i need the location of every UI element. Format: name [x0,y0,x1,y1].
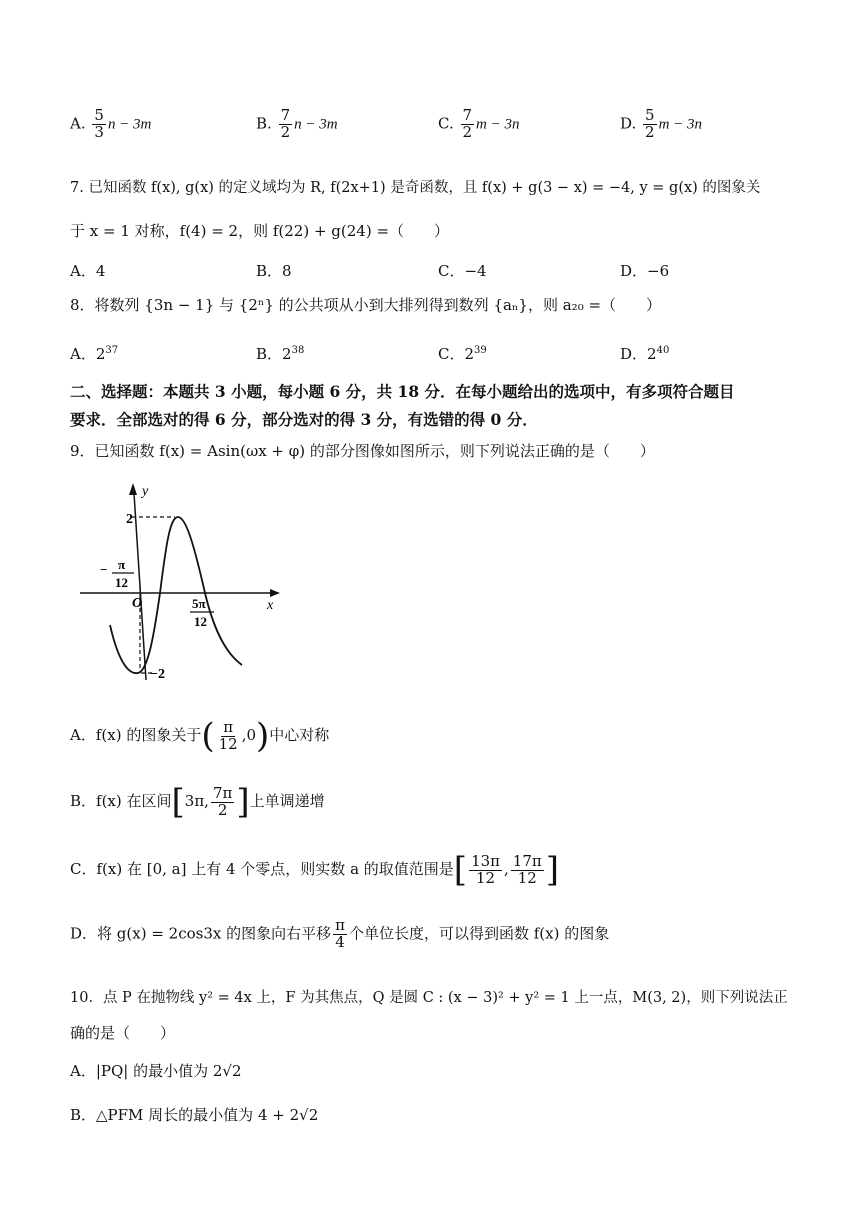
q9-option-d: D．将 g(x) = 2cos3x 的图象向右平移 $\frac{\pi}{4}$ 个单位长度，可以得到函数 f(x) 的图象 [70,916,610,951]
q8-option-a: A．$2^{37}$ [70,345,119,363]
left-tick-num: π [118,557,126,572]
q8-stem: 8．将数列 {3n − 1} 与 {2ⁿ} 的公共项从小到大排列得到数列 {aₙ}，则 a₂₀ =（ ） [70,296,662,314]
q9-sine-graph [70,475,290,690]
q8-option-b: B．$2^{38}$ [256,345,305,363]
q9-option-c: C．f(x) 在 [0, a] 上有 4 个零点，则实数 a 的取值范围是[ $\frac{13\pi}{12}$ , $\frac{17\pi}{12}$ ] [70,850,560,890]
left-tick-sign: − [100,562,108,577]
q7-option-b: B．8 [256,262,292,280]
x-axis-arrow [270,589,280,597]
q8-option-c: C．$2^{39}$ [438,345,487,363]
q9-stem: 9．已知函数 f(x) = Asin(ωx + φ) 的部分图像如图所示，则下列说法正确的是（ ） [70,442,655,460]
q9-option-a: A．f(x) 的图象关于( $\frac{\pi}{12}$ ,0)中心对称 [70,716,330,756]
origin-label: O [132,596,143,611]
section2-heading-line2: 要求．全部选对的得 6 分，部分选对的得 3 分，有选错的得 0 分． [70,410,538,429]
q8-option-d: D．$2^{40}$ [620,345,670,363]
x-axis-label: x [267,598,274,613]
q7-option-a: A．4 [70,262,106,280]
q6-option-c: C. $\frac{7}{2}$ m − 3n [438,106,520,141]
y-axis-label: y [142,484,149,499]
sine-curve [110,517,242,673]
q7-option-c: C．−4 [438,262,487,280]
right-tick-num: 5π [192,596,206,611]
y-axis-arrow [129,483,137,495]
q10-option-a: A．|PQ| 的最小值为 2√2 [70,1062,242,1080]
q6-option-a: A. $\frac{5}{3}$ n − 3m [70,106,152,141]
right-tick-den: 12 [194,614,207,629]
y-min-label: −2 [150,667,165,682]
q10-stem-line1: 10．点 P 在抛物线 y² = 4x 上，F 为其焦点，Q 是圆 C : (x − 3)² + y² = 1 上一点，M(3, 2)，则下列说法正 [70,990,788,1006]
q6-option-b: B. $\frac{7}{2}$ n − 3m [256,106,338,141]
q10-option-b: B．△PFM 周长的最小值为 4 + 2√2 [70,1106,319,1124]
q7-option-d: D．−6 [620,262,670,280]
q10-stem-line2: 确的是（ ） [70,1024,176,1042]
left-tick-den: 12 [115,575,128,590]
q7-stem-line2: 于 x = 1 对称，f(4) = 2，则 f(22) + g(24) =（ ） [70,222,450,240]
q7-stem-line1: 7. 已知函数 f(x), g(x) 的定义域均为 R, f(2x+1) 是奇函数，且 f(x) + g(3 − x) = −4, y = g(x) 的图象关 [70,180,761,196]
q9-option-b: B．f(x) 在区间[3π, $\frac{7\pi}{2}$ ]上单调递增 [70,782,325,822]
q6-option-d: D. $\frac{5}{2}$ m − 3n [620,106,703,141]
section2-heading-line1: 二、选择题：本题共 3 小题，每小题 6 分，共 18 分．在每小题给出的选项中，有多项符合题目 [70,382,735,401]
y-max-label: 2 [126,512,133,527]
